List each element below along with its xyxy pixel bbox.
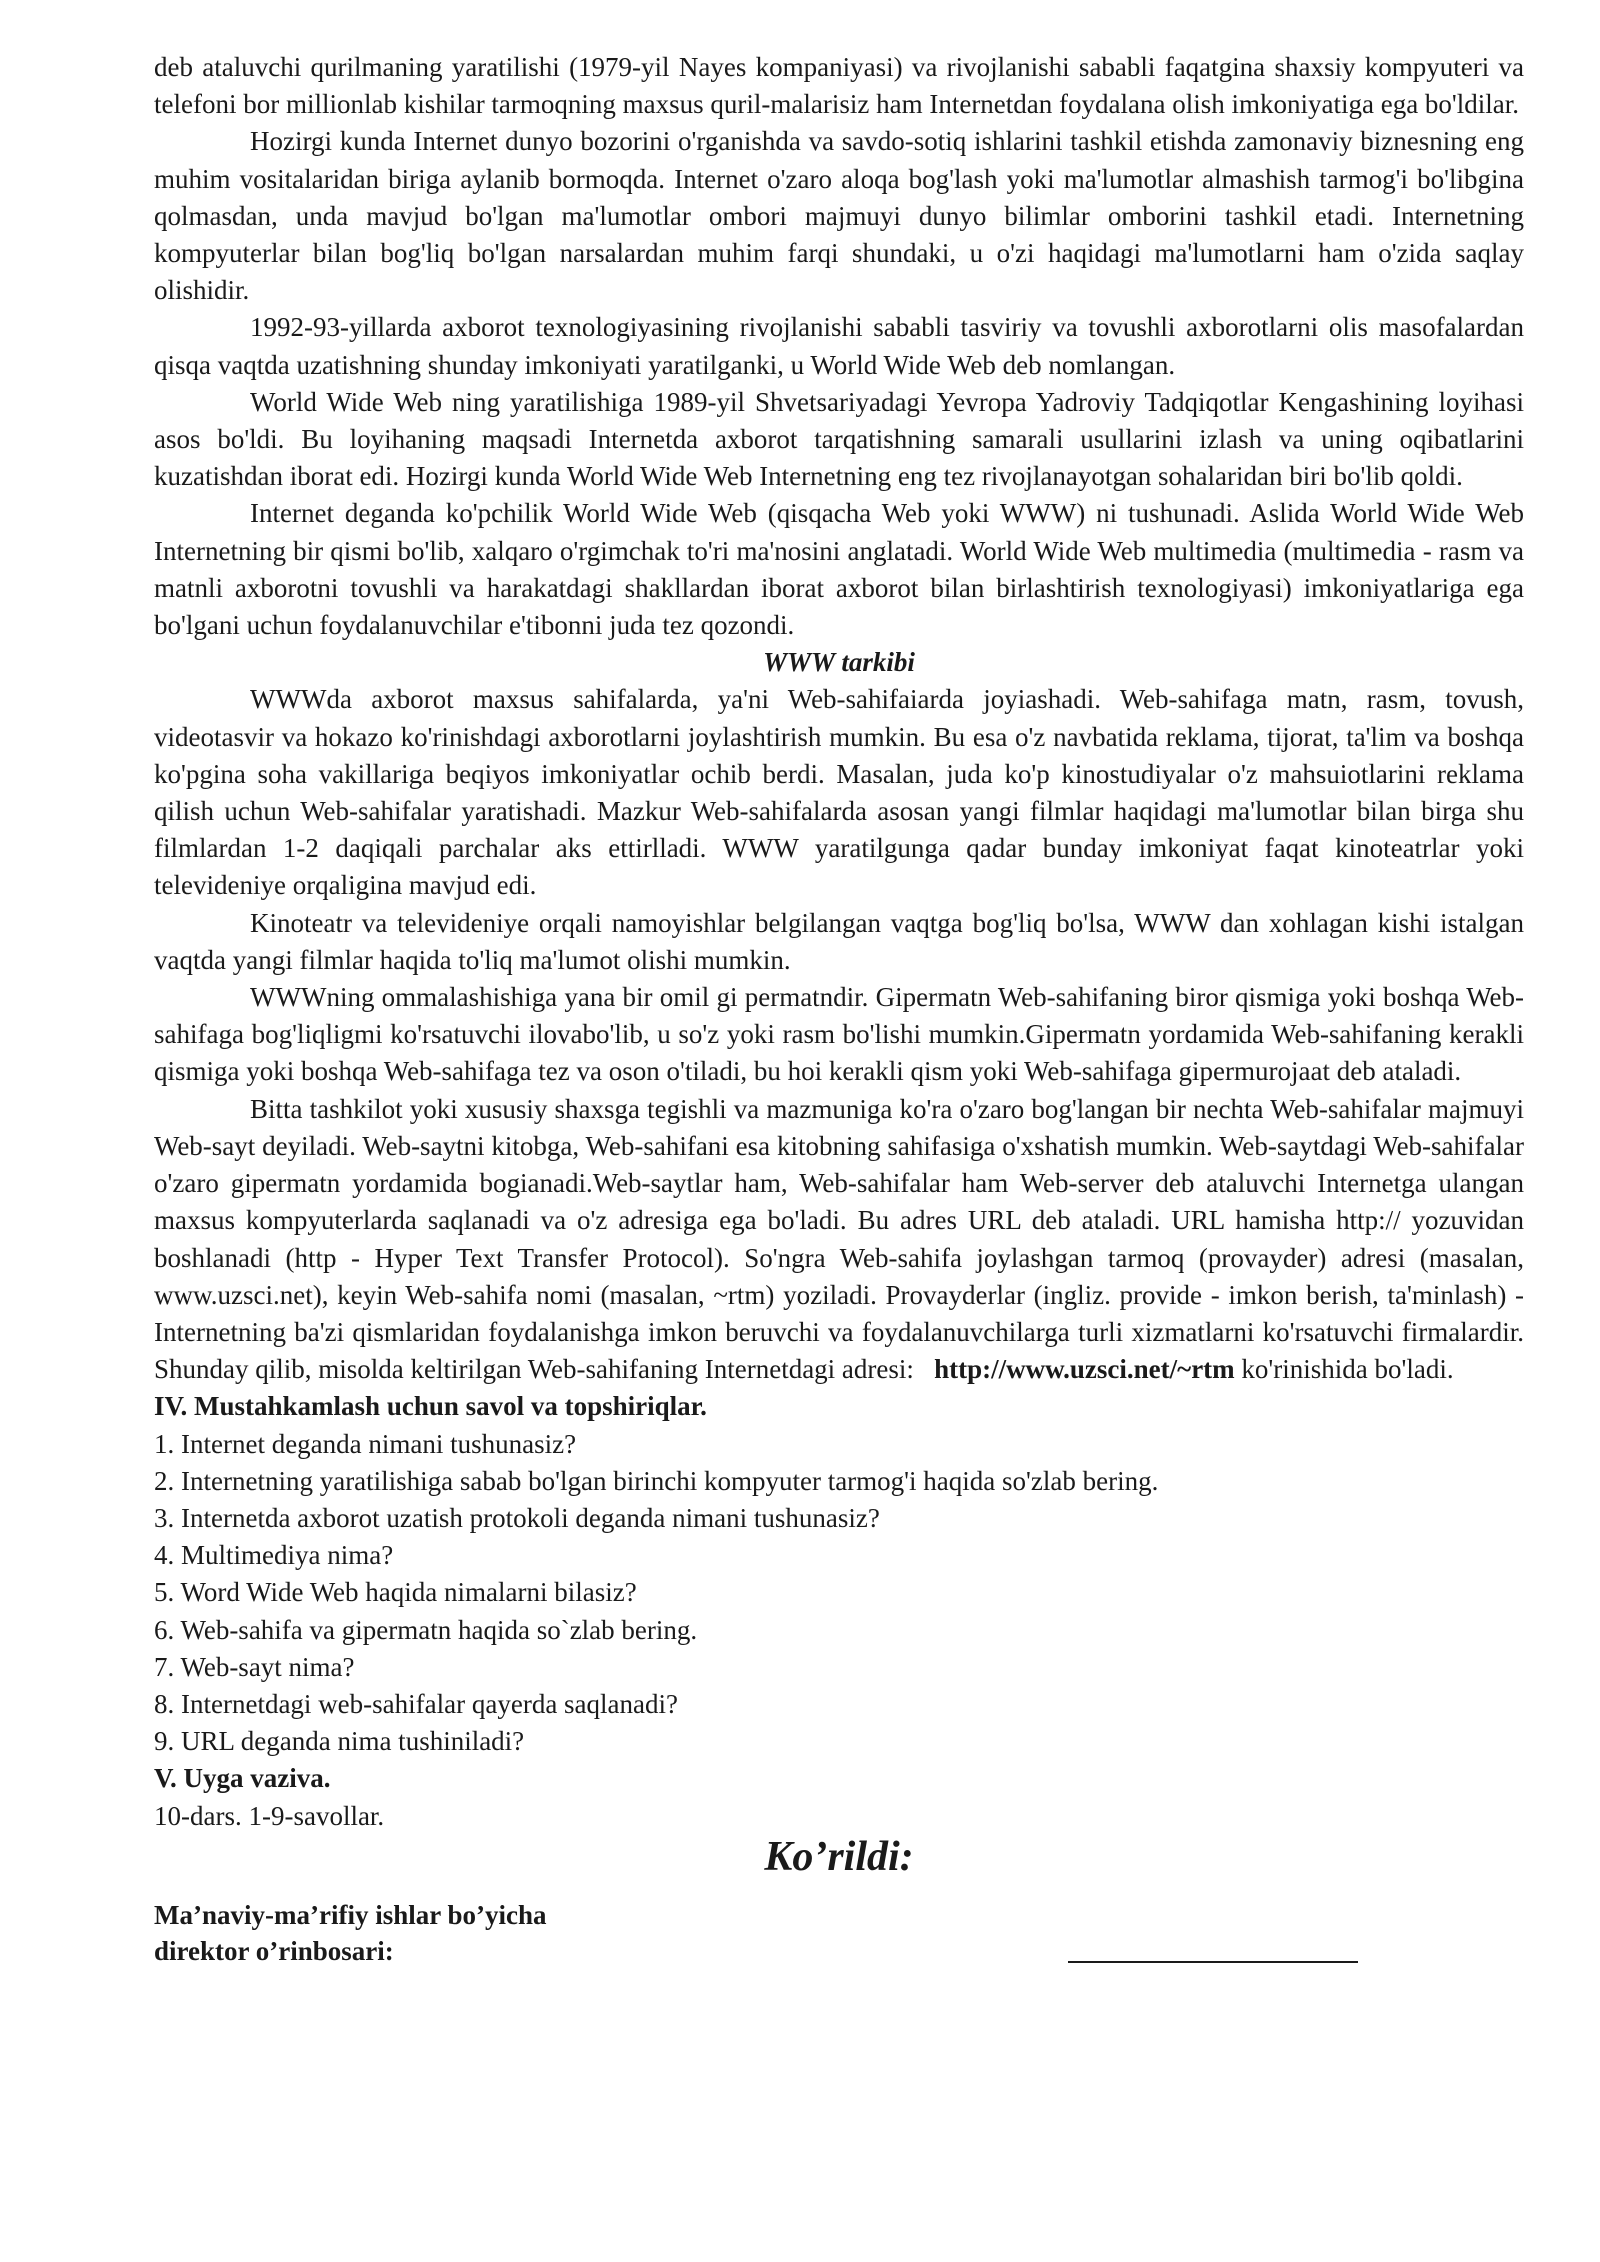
approval-title: Ko’rildi: <box>764 1833 914 1880</box>
question-item: 8. Internetdagi web-sahifalar qayerda saqlanadi? <box>154 1688 678 1719</box>
paragraph-text: ko'rinishida bo'ladi. <box>1241 1354 1454 1385</box>
paragraph-url <box>154 1091 1524 1389</box>
section-v-title: V. Uyga vaziva. <box>154 1763 331 1794</box>
paragraph: Kinoteatr va televideniye orqali namoyishlar belgilangan vaqtga bog'liq bo'lsa, WWW dan xohlagan kishi istalgan vaqtda yangi filmlar haqida to'liq ma'lumot olishi mumkin. <box>154 907 1524 975</box>
document-page <box>154 49 1524 1985</box>
paragraph: deb ataluvchi qurilmaning yaratilishi (1979-yil Nayes kompaniyasi) va rivojlanishi sababli faqatgina shaxsiy kompyuteri va telefoni bor millionlab kishilar tarmoqning maxsus quril-malarisiz ham Internetdan foydalana olish imkoniyatiga ega bo'ldilar. <box>154 52 1524 120</box>
paragraph: WWWning ommalashishiga yana bir omil gi permatndir. Gipermatn Web-sahifaning biror qismiga yoki boshqa Web-sahifaga bog'liqligmi ko'rsatuvchi ilovabo'lib, u so'z yoki rasm bo'lishi mumkin.Gipermatn yordamida Web-sahifaning kerakli qismiga yoki boshqa Web-sahifaga tez va oson o'tiladi, bu hoi kerakli qism yoki Web-sahifaga gipermurojaat deb ataladi. <box>154 982 1524 1087</box>
signature-line-2: direktor o’rinbosari: <box>154 1935 394 1966</box>
question-item: 5. Word Wide Web haqida nimalarni bilasiz? <box>154 1577 637 1608</box>
paragraph-text: Bitta tashkilot yoki xususiy shaxsga tegishli va mazmuniga ko'ra o'zaro bog'langan bir nechta Web-sahifalar majmuyi Web-sayt deyiladi. Web-saytni kitobga, Web-sahifani esa kitobning sahifasiga o'xshatish mumkin. Web-saytdagi Web-sahifalar o'zaro gipermatn yordamida bogianadi.Web-saytlar ham, Web-sahifalar ham Web-server deb ataluvchi Internetga ulangan maxsus kompyuterlarda saqlanadi va o'z adresiga ega bo'ladi. Bu adres URL deb ataladi. URL hamisha http:// yozuvidan boshlanadi (http - Hyper Text Transfer Protocol). So'ngra Web-sahifa joylashgan tarmoq (provayder) adresi (masalan, www.uzsci.net), keyin Web-sahifa nomi (masalan, ~rtm) yoziladi. Provayderlar (ingliz. provide - imkon berish, ta'minlash) -Internetning ba'zi qismlaridan foydalanishga imkon beruvchi va foydalanuvchilarga turli xizmatlarni ko'rsatuvchi firmalardir. Shunday qilib, misolda keltirilgan Web-sahifaning Internetdagi adresi: <box>154 1093 1524 1385</box>
signature-title <box>154 1897 546 1969</box>
section-heading-www: WWW tarkibi <box>763 647 915 678</box>
signature-underline <box>1068 1961 1358 1963</box>
homework-text: 10-dars. 1-9-savollar. <box>154 1800 385 1831</box>
url-text: http://www.uzsci.net/~rtm <box>934 1354 1235 1385</box>
section-iv-title: IV. Mustahkamlash uchun savol va topshiriqlar. <box>154 1391 707 1422</box>
paragraph: 1992-93-yillarda axborot texnologiyasining rivojlanishi sababli tasviriy va tovushli axborotlarni olis masofalardan qisqa vaqtda uzatishning shunday imkoniyati yaratilganki, u World Wide Web deb nomlangan. <box>154 312 1524 380</box>
signature-line-1: Ma’naviy-ma’rifiy ishlar bo’yicha <box>154 1899 547 1930</box>
question-item: 6. Web-sahifa va gipermatn haqida so`zlab bering. <box>154 1614 698 1645</box>
question-item: 3. Internetda axborot uzatish protokoli deganda nimani tushunasiz? <box>154 1502 880 1533</box>
question-item: 7. Web-sayt nima? <box>154 1651 355 1682</box>
paragraph: World Wide Web ning yaratilishiga 1989-yil Shvetsariyadagi Yevropa Yadroviy Tadqiqotlar Kengashining loyihasi asos bo'ldi. Bu loyihaning maqsadi Internetda axborot tarqatishning samarali usullarini izlash va uning oqibatlarini kuzatishdan iborat edi. Hozirgi kunda World Wide Web Internetning eng tez rivojlanayotgan sohalaridan biri bo'lib qoldi. <box>154 386 1524 492</box>
approval-block <box>154 1835 1524 1985</box>
question-item: 4. Multimediya nima? <box>154 1540 394 1571</box>
paragraph: Hozirgi kunda Internet dunyo bozorini o'rganishda va savdo-sotiq ishlarini tashkil etishda zamonaviy biznesning eng muhim vositalaridan biriga aylanib bormoqda. Internet o'zaro aloqa bog'lash yoki ma'lumotlar almashish tarmog'i bo'libgina qolmasdan, unda mavjud bo'lgan ma'lumotlar ombori majmuyi dunyo bilimlar omborini tashkil etadi. Internetning kompyuterlar bilan bog'liq bo'lgan narsalardan muhim farqi shundaki, u o'zi haqidagi ma'lumotlarni ham o'zida saqlay olishidir. <box>154 126 1524 306</box>
paragraph: WWWda axborot maxsus sahifalarda, ya'ni Web-sahifaiarda joyiashadi. Web-sahifaga matn, rasm, tovush, videotasvir va hokazo ko'rinishdagi axborotlarni joylashtirish mumkin. Bu esa o'z navbatida reklama, tijorat, ta'lim va boshqa ko'pgina soha vakillariga beqiyos imkoniyatlar ochib berdi. Masalan, juda ko'p kinostudiyalar o'z mahsuiotlarini reklama qilish uchun Web-sahifalar yaratishadi. Mazkur Web-sahifalarda asosan yangi filmlar haqidagi ma'lumotlar bilan birga shu filmlardan 1-2 daqiqali parchalar aks ettirlladi. WWW yaratilgunga qadar bunday imkoniyat faqat kinoteatrlar yoki televideniye orqaligina mavjud edi. <box>154 684 1524 901</box>
question-item: 2. Internetning yaratilishiga sabab bo'lgan birinchi kompyuter tarmog'i haqida so'zlab bering. <box>154 1465 1159 1496</box>
question-item: 9. URL deganda nima tushiniladi? <box>154 1726 525 1757</box>
question-item: 1. Internet deganda nimani tushunasiz? <box>154 1428 577 1459</box>
paragraph: Internet deganda ko'pchilik World Wide Web (qisqacha Web yoki WWW) ni tushunadi. Aslida World Wide Web Internetning bir qismi bo'lib, xalqaro o'rgimchak to'ri ma'nosini anglatadi. World Wide Web multimedia (multimedia - rasm va matnli axborotni tovushli va harakatdagi shakllardan iborat axborot bilan birlashtirish texnologiyasi) imkoniyatlariga ega bo'lgani uchun foydalanuvchilar e'tibonni juda tez qozondi. <box>154 498 1524 641</box>
